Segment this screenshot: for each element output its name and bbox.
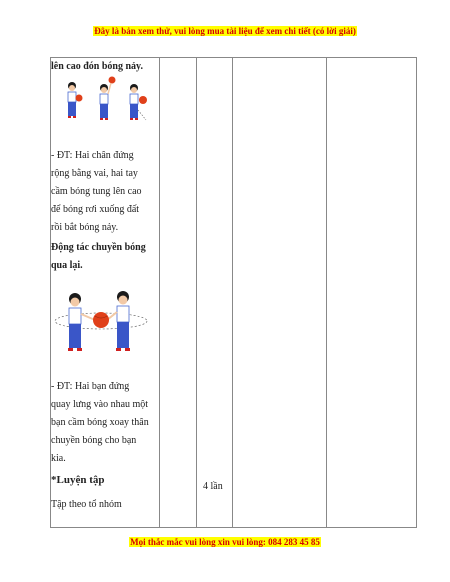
contact-text: Mọi thắc mắc vui lòng xin vui lòng: 084 283 45 85 — [130, 537, 320, 547]
column-divider — [326, 58, 327, 527]
column-divider — [232, 58, 233, 527]
practice-description: Tập theo tổ nhóm — [51, 499, 122, 510]
repetition-count: 4 lần — [203, 481, 223, 492]
column-divider — [159, 58, 160, 527]
exercise-description: - ĐT: Hai bạn đứng quay lưng vào nhau một bạn cầm bóng xoay thân chuyền bóng cho bạn kia. — [51, 381, 149, 464]
column-divider — [196, 58, 197, 527]
ball-bounce-illustration — [60, 76, 152, 136]
exercise-description: - ĐT: Hai chân đứng rộng bằng vai, hai tay cầm bóng tung lên cao để bóng rơi xuống đất rồi bắt bóng nảy. — [51, 150, 142, 233]
exercise-heading: Động tác chuyền bóng qua lại. — [51, 242, 146, 271]
preview-notice-text: Đây là bản xem thử, vui lòng mua tài liệu để xem chi tiết (có lời giải) — [94, 26, 356, 36]
contact-banner — [0, 537, 450, 547]
ball-passing-illustration — [51, 287, 151, 365]
exercise-heading: lên cao đón bóng nảy. — [51, 61, 143, 72]
lesson-table — [50, 57, 417, 528]
preview-notice-banner — [0, 26, 450, 36]
practice-heading: *Luyện tập — [51, 474, 105, 486]
